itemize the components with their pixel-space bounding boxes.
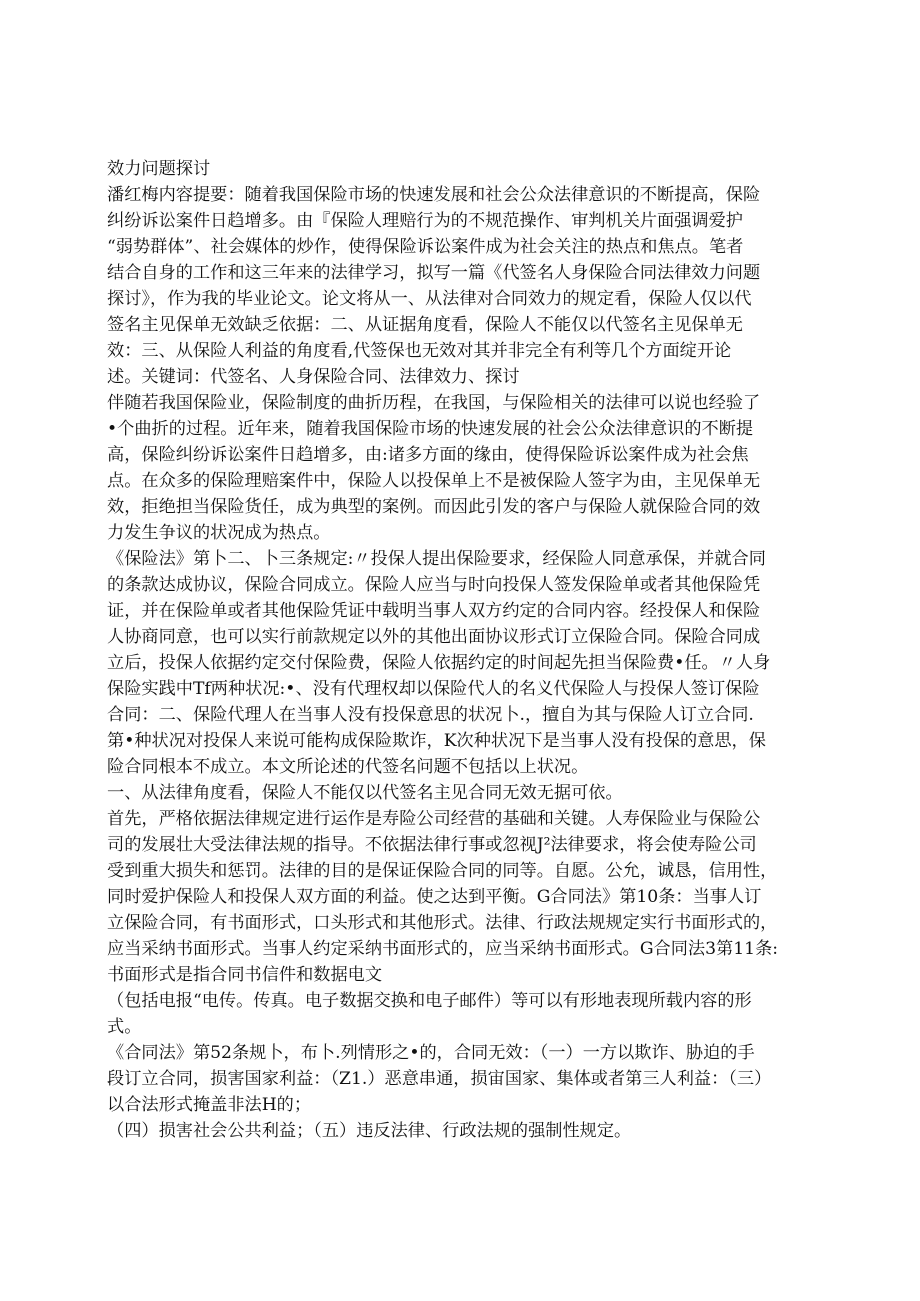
text-line: 效，拒绝担当保险货任，成为典型的案例。而因此引发的客户与保险人就保险合同的效 [107,497,761,517]
text-line: 纠纷诉讼案件日趋增多。由『保险人理赔行为的不规范操作、审判机关片面强调爱护 [107,211,743,231]
text-line: 人协商同意，也可以实行前款规定以外的其他出面协议形式订立保险合同。保险合同成 [107,627,761,647]
text-line: （四）损害社会公共利益；（五）违反法律、行政法规的强制性规定。 [107,1121,632,1141]
text-line: 段订立合同，损害国家利益：（Z1.）恶意串通，损宙国家、集体或者第三人利益：（三） [107,1069,772,1089]
text-line: 式。 [107,1017,142,1037]
text-line: 立后，投保人依据约定交付保险费，保险人依据约定的时间起先担当保险费•任。〃人身 [107,653,771,673]
text-line: 立保险合同，有书面形式，口头形式和其他形式。法律、行政法规规定实行书面形式的， [107,913,778,933]
text-line: 高，保险纠纷诉讼案件日趋增多，由:诸多方面的缘由，使得保险诉讼案件成为社会焦 [107,445,749,465]
text-line: 保险实践中Tf两种状况:•、没有代理权却以保险代人的名义代保险人与投保人签订保险 [107,679,760,699]
text-line: 合同：二、保险代理人在当事人没有投保意思的状况卜.，擅自为其与保险人订立合同. [107,705,754,725]
text-line: 同时爱护保险人和投保人双方面的利益。使之达到平衡。G合同法》第10条：当事人订 [107,887,762,907]
text-line: •个曲折的过程。近年来，随着我国保险市场的快速发展的社会公众法律意识的不断提 [107,419,754,439]
text-line: 潘红梅内容提要：随着我国保险市场的快速发展和社会公众法律意识的不断提高，保险 [107,185,761,205]
text-line: 《合同法》第52条规卜，布卜.列情形之•的，合同无效：（一）一方以欺诈、胁迫的手 [107,1043,755,1063]
text-line: 效：三、从保险人利益的角度看,代签保也无效对其并非完全有利等几个方面绽开论 [107,341,732,361]
text-line: 险合同根本不成立。本文所论述的代签名问题不包括以上状况。 [107,757,589,777]
text-line: 应当采纳书面形式。当事人约定采纳书面形式的，应当采纳书面形式。G合同法3第11条: [107,939,779,959]
text-line: 以合法形式掩盖非法H的； [107,1095,312,1115]
document-body [107,156,823,1144]
document-title-line: 效力问题探讨 [107,159,211,179]
text-line: 第•种状况对投保人来说可能构成保险欺诈，K次种状况下是当事人没有投保的意思，保 [107,731,766,751]
text-line: 伴随若我国保险业，保险制度的曲折历程，在我国，与保险相关的法律可以说也经验了 [107,393,761,413]
text-line: “弱势群体”、社会媒体的炒作，使得保险诉讼案件成为社会关注的热点和焦点。笔者 [107,237,744,257]
text-line: 受到重大损失和惩罚。法律的目的是保证保险合同的同等。自愿。公允，诚恳，信用性， [107,861,778,881]
text-line: （包括电报“电传。传真。电子数据交换和电子邮件）等可以有形地表现所载内容的形 [107,991,752,1011]
text-line: 首先，严格依据法律规定进行运作是寿险公司经营的基础和关键。人寿保险业与保险公 [107,809,761,829]
text-line: 司的发展壮大受法律法规的指导。不依据法律行事或忽视J²法律要求，将会使寿险公司 [107,835,757,855]
text-line: 书面形式是指合同书信件和数据电文 [107,965,383,985]
text-line: 探讨》，作为我的毕业论文。论文将从一、从法律对合同效力的规定看，保险人仅以代 [107,289,752,309]
text-line: 的条款达成协议，保险合同成立。保险人应当与时向投保人签发保险单或者其他保险凭 [107,575,761,595]
text-line: 结合自身的工作和这三年来的法律学习，拟写一篇《代签名人身保险合同法律效力问题 [107,263,761,283]
text-line: 一、从法律角度看，保险人不能仅以代签名主见合同无效无据可依。 [107,783,623,803]
text-line: 点。在众多的保险理赔案件中，保险人以投保单上不是被保险人签字为由，主见保单无 [107,471,761,491]
text-line: 证，并在保险单或者其他保险凭证中载明当事人双方约定的合同内容。经投保人和保险 [107,601,761,621]
text-line: 签名主见保单无效缺乏依据：二、从证据角度看，保险人不能仅以代签名主见保单无 [107,315,743,335]
text-line: 述。关键词：代签名、人身保险合同、法律效力、探讨 [107,367,520,387]
text-line: 力发生争议的状况成为热点。 [107,523,331,543]
text-line: 《保险法》第卜二、卜三条规定:〃投保人提出保险要求，经保险人同意承保，并就合同 [107,549,766,569]
